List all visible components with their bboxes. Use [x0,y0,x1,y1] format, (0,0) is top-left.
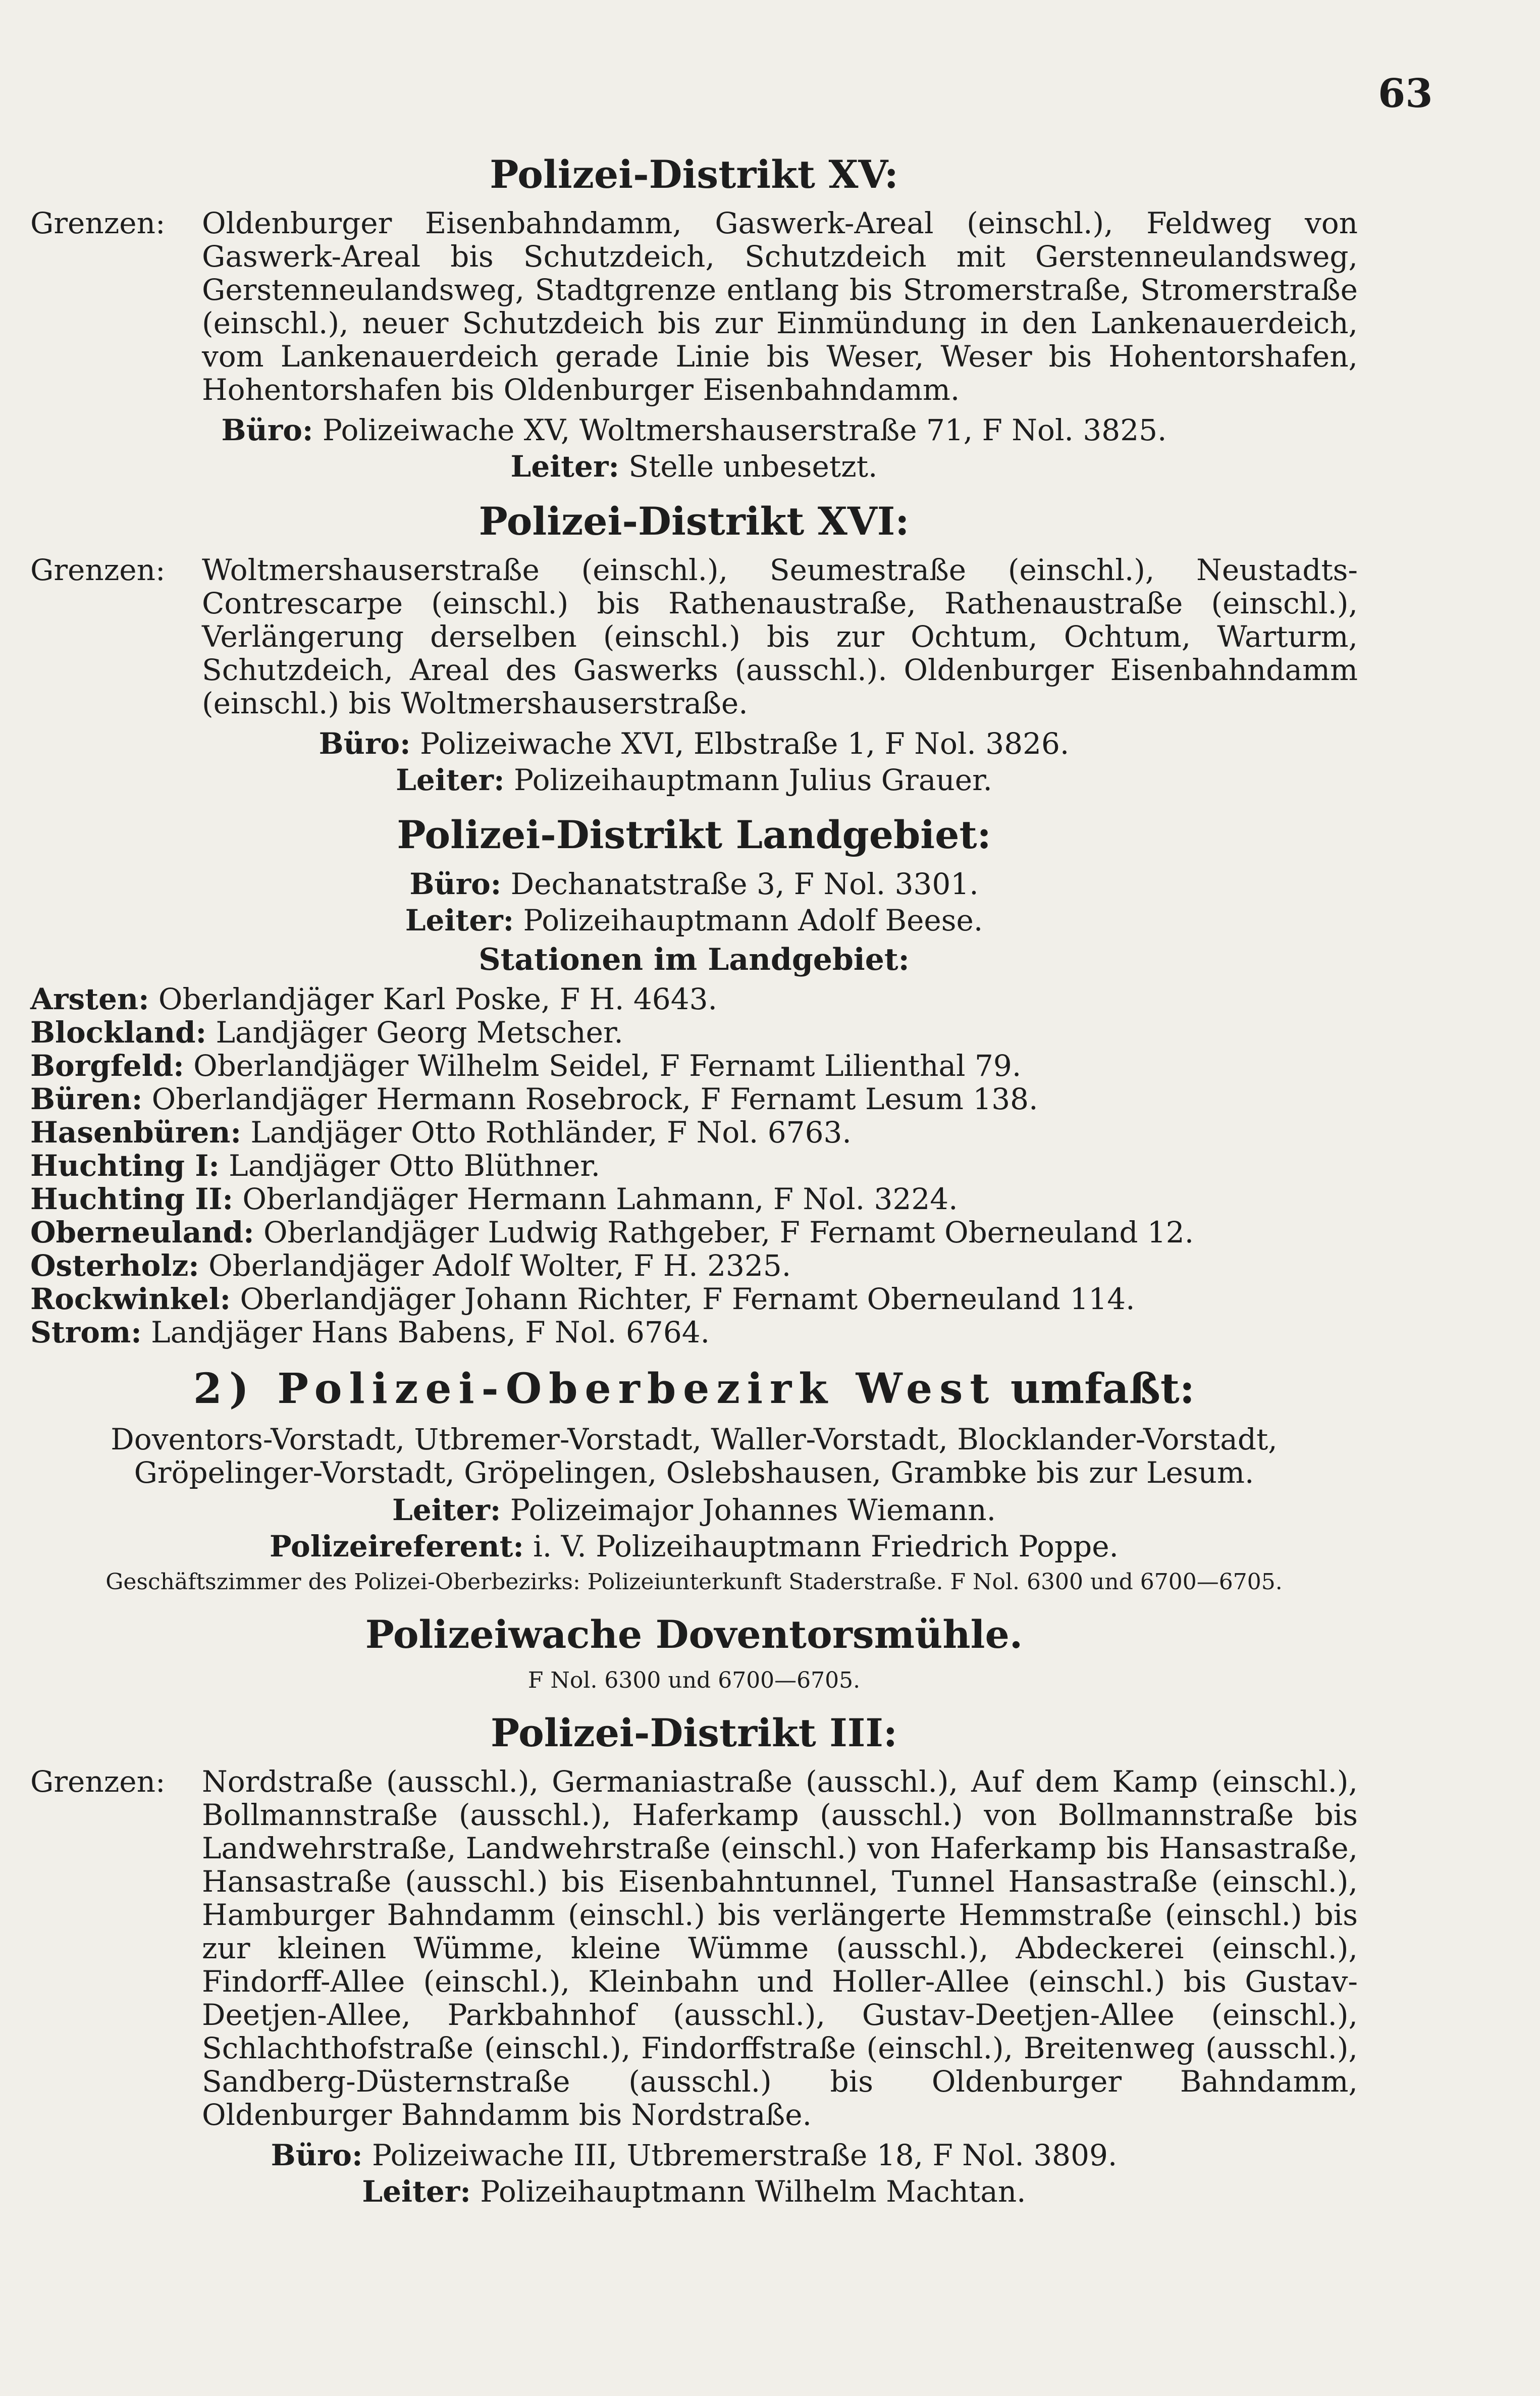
station-text: Oberlandjäger Karl Poske, F H. 4643. [158,981,717,1016]
station-place: Blockland: [30,1015,206,1050]
district-iii-grenzen [30,1765,1358,2131]
station-place: Huchting II: [30,1181,233,1216]
grenzen-text: Oldenburger Eisenbahndamm, Gaswerk-Areal (einschl.), Feldweg von Gaswerk-Areal bis Schutzdeich, Schutzdeich mit Gerstenneulandsweg, Gerstenneulandsweg, Stadtgrenze entlang bis Stromerstraße, Stromerstraße (einschl.), neuer Schutzdeich bis zur Einmündung in den Lankenauerdeich, vom Lankenauerdeich gerade Linie bis Weser, Weser bis Hohentorshafen, Hohentorshafen bis Oldenburger Eisenbahndamm. [202,206,1358,407]
leiter-text: Polizeimajor Johannes Wiemann. [510,1492,996,1527]
leiter-text: Polizeihauptmann Adolf Beese. [523,903,983,937]
station-place: Büren: [30,1081,143,1116]
leiter-label: Leiter: [510,449,619,484]
district-iii-leiter [30,2175,1358,2208]
district-xv-buero [30,413,1358,447]
oberbezirk-heading [30,1364,1358,1414]
station-item [30,1182,1358,1216]
leiter-text: Stelle unbesetzt. [628,449,878,484]
station-place: Hasenbüren: [30,1115,241,1150]
station-item [30,982,1358,1016]
referent-label: Polizeireferent: [269,1529,524,1564]
buero-label: Büro: [271,2138,363,2173]
district-xvi-buero [30,727,1358,760]
leiter-label: Leiter: [396,763,505,798]
station-text: Oberlandjäger Johann Richter, F Fernamt Oberneuland 114. [240,1281,1135,1316]
page-number: 63 [1378,71,1433,117]
station-place: Borgfeld: [30,1048,184,1083]
station-item [30,1049,1358,1082]
buero-text: Polizeiwache XV, Woltmershauserstraße 71, F Nol. 3825. [322,413,1167,448]
station-text: Landjäger Otto Blüthner. [229,1148,601,1183]
buero-label: Büro: [221,413,313,448]
oberbezirk-umfasst: Doventors-Vorstadt, Utbremer-Vorstadt, Waller-Vorstadt, Blocklander-Vorstadt, Gröpelinger-Vorstadt, Gröpelingen, Oslebshausen, Grambke bis zur Lesum. [111,1422,1278,1490]
stations-list [30,982,1358,1349]
geschaeftszimmer-note: Geschäftszimmer des Polizei-Oberbezirks: Polizeiunterkunft Staderstraße. F Nol. 6300 und 6700—6705. [105,1569,1283,1595]
oberbezirk-suffix: umfaßt: [1010,1364,1195,1413]
page-content [30,136,1358,2211]
station-place: Arsten: [30,981,149,1016]
leiter-text: Polizeihauptmann Wilhelm Machtan. [480,2174,1026,2209]
leiter-label: Leiter: [362,2174,471,2209]
station-item [30,1282,1358,1316]
district-landgebiet-heading: Polizei-Distrikt Landgebiet: [397,812,991,858]
station-item [30,1249,1358,1282]
station-text: Landjäger Hans Babens, F Nol. 6764. [151,1315,710,1349]
grenzen-text: Woltmershauserstraße (einschl.), Seumestraße (einschl.), Neustadts-Contrescarpe (einschl.) bis Rathenaustraße, Rathenaustraße (einschl.), Verlängerung derselben (einschl.) bis zur Ochtum, Ochtum, Warturm, Schutzdeich, Areal des Gaswerks (ausschl.). Oldenburger Eisenbahndamm (einschl.) bis Woltmershauserstraße. [202,553,1358,721]
buero-text: Polizeiwache III, Utbremerstraße 18, F Nol. 3809. [371,2138,1118,2173]
doventor-tel: F Nol. 6300 und 6700—6705. [527,1668,861,1694]
buero-label: Büro: [409,866,502,901]
district-xvi-grenzen [30,553,1358,720]
grenzen-label: Grenzen: [30,553,166,588]
station-place: Osterholz: [30,1248,199,1283]
grenzen-text: Nordstraße (ausschl.), Germaniastraße (ausschl.), Auf dem Kamp (einschl.), Bollmannstraße (ausschl.), Haferkamp (ausschl.) von Bollmannstraße bis Landwehrstraße, Landwehrstraße (einschl.) von Haferkamp bis Hansastraße, Hansastraße (ausschl.) bis Eisenbahntunnel, Tunnel Hansastraße (einschl.), Hamburger Bahndamm (einschl.) bis verlängerte Hemmstraße (einschl.) bis zur kleinen Wümme, kleine Wümme (ausschl.), Abdeckerei (einschl.), Findorff-Allee (einschl.), Kleinbahn und Holler-Allee (einschl.) bis Gustav-Deetjen-Allee, Parkbahnhof (ausschl.), Gustav-Deetjen-Allee (einschl.), Schlachthofstraße (einschl.), Findorffstraße (einschl.), Breitenweg (ausschl.), Sandberg-Düsternstraße (ausschl.) bis Oldenburger Bahndamm, Oldenburger Bahndamm bis Nordstraße. [202,1764,1358,2132]
leiter-label: Leiter: [405,903,514,937]
station-item [30,1316,1358,1349]
station-place: Huchting I: [30,1148,220,1183]
station-text: Oberlandjäger Hermann Rosebrock, F Fernamt Lesum 138. [151,1081,1038,1116]
grenzen-label: Grenzen: [30,206,166,241]
station-text: Oberlandjäger Ludwig Rathgeber, F Fernamt Oberneuland 12. [263,1215,1194,1249]
oberbezirk-leiter [30,1493,1358,1527]
district-xv-grenzen [30,206,1358,406]
station-place: Rockwinkel: [30,1281,231,1316]
grenzen-label: Grenzen: [30,1764,166,1799]
stations-heading: Stationen im Landgebiet: [479,942,910,977]
station-place: Strom: [30,1315,142,1349]
buero-label: Büro: [318,726,411,761]
station-text: Landjäger Georg Metscher. [216,1015,623,1050]
district-xvi-heading: Polizei-Distrikt XVI: [479,499,910,544]
district-iii-buero [30,2139,1358,2172]
buero-text: Dechanatstraße 3, F Nol. 3301. [510,866,979,901]
station-text: Landjäger Otto Rothländer, F Nol. 6763. [250,1115,852,1150]
landgebiet-leiter [30,904,1358,937]
station-text: Oberlandjäger Adolf Wolter, F H. 2325. [208,1248,791,1283]
station-item [30,1116,1358,1149]
referent-text: i. V. Polizeihauptmann Friedrich Poppe. [533,1529,1119,1564]
station-item [30,1082,1358,1116]
landgebiet-buero [30,867,1358,901]
leiter-text: Polizeihauptmann Julius Grauer. [513,763,992,798]
district-xvi-leiter [30,763,1358,797]
oberbezirk-referent [30,1530,1358,1563]
district-xv-leiter [30,450,1358,483]
station-text: Oberlandjäger Hermann Lahmann, F Nol. 3224. [242,1181,958,1216]
oberbezirk-title: 2) Polizei-Oberbezirk West [193,1364,996,1413]
district-xv-heading: Polizei-Distrikt XV: [490,152,898,197]
station-item [30,1016,1358,1049]
doventor-heading: Polizeiwache Doventorsmühle. [365,1611,1023,1657]
station-item [30,1149,1358,1182]
district-iii-heading: Polizei-Distrikt III: [491,1710,897,1756]
station-item [30,1216,1358,1249]
leiter-label: Leiter: [392,1492,501,1527]
buero-text: Polizeiwache XVI, Elbstraße 1, F Nol. 3826. [419,726,1070,761]
station-place: Oberneuland: [30,1215,254,1249]
station-text: Oberlandjäger Wilhelm Seidel, F Fernamt Lilienthal 79. [193,1048,1022,1083]
